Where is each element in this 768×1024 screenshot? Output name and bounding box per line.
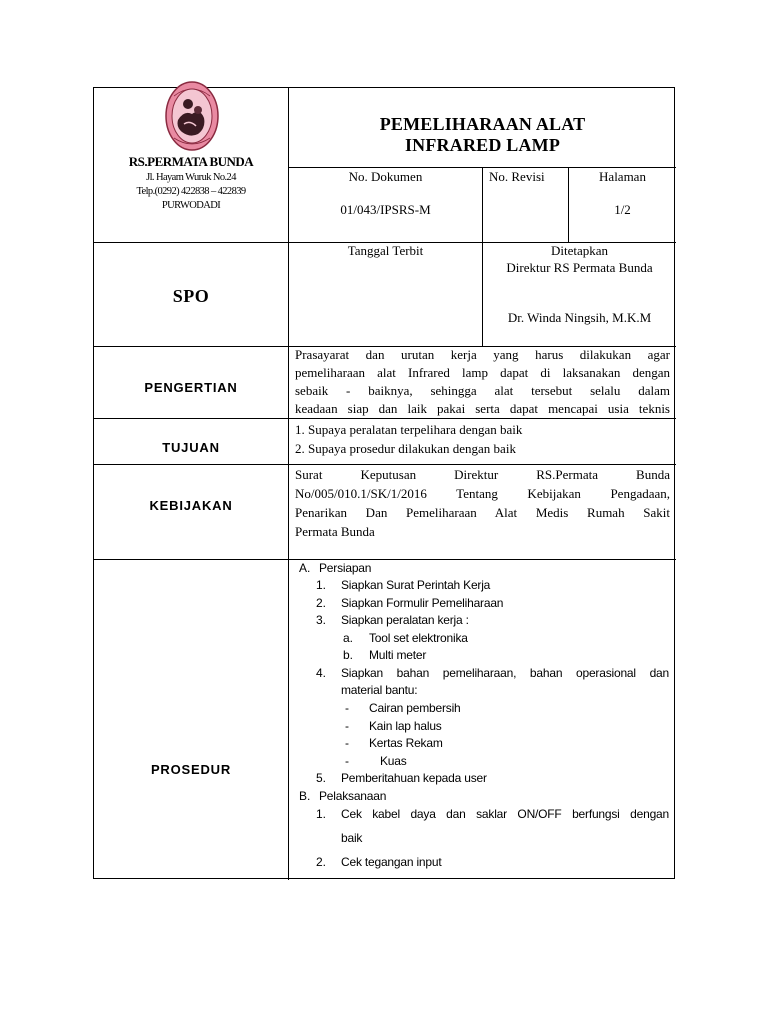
sub-step-text: Cairan pembersih [369, 701, 461, 715]
step-number: 4. [316, 666, 327, 680]
halaman-cell [569, 168, 676, 243]
prosedur-label: PROSEDUR [150, 762, 232, 777]
sub-step-text: Multi meter [369, 648, 427, 662]
pengertian-label-cell [94, 347, 289, 419]
spo-label-cell [94, 243, 289, 347]
logo-cell [94, 88, 289, 243]
spo-label: SPO [172, 286, 210, 306]
hospital-city: PURWODADI [161, 200, 221, 211]
step-text: Pemberitahuan kepada user [341, 771, 487, 785]
no-dokumen-cell [289, 168, 483, 243]
step-number: 2. [316, 855, 327, 869]
hospital-logo [164, 80, 220, 152]
pengertian-line: keadaan siap dan laik pakai serta dapat mencapai usia teknis [295, 401, 670, 416]
pengertian-text-cell [289, 347, 676, 419]
step-text-continuation: material bantu: [341, 683, 418, 697]
sub-step-marker: - [345, 736, 349, 750]
tanggal-terbit-cell [289, 243, 483, 347]
step-number: 1. [316, 578, 327, 592]
no-revisi-cell [483, 168, 569, 243]
step-text [341, 666, 669, 680]
sub-step-text: Kain lap halus [369, 719, 442, 733]
step-number: 5. [316, 771, 327, 785]
spo-document-table [93, 87, 675, 879]
hospital-phone: Telp.(0292) 422838 – 422839 [136, 186, 246, 197]
no-revisi-label: No. Revisi [489, 169, 545, 184]
title-cell [289, 88, 676, 168]
kebijakan-line: No/005/010.1/SK/1/2016 Tentang Kebijakan Pengadaan, [295, 486, 670, 501]
halaman-label: Halaman [599, 169, 646, 184]
pengertian-line: pemeliharaan alat Infrared lamp dapat di laksanakan dengan [295, 365, 670, 380]
kebijakan-label: KEBIJAKAN [149, 498, 233, 513]
document-title-line1: PEMELIHARAAN ALAT [379, 114, 586, 134]
tujuan-item: 2. Supaya prosedur dilakukan dengan baik [295, 441, 516, 456]
tujuan-label: TUJUAN [162, 440, 220, 455]
sub-step-marker: - [345, 754, 349, 768]
step-text-line: Siapkan bahan pemeliharaan, bahan operasional dan [341, 666, 669, 680]
kebijakan-line: Penarikan Dan Pemeliharaan Alat Medis Rumah Sakit [295, 505, 670, 520]
signer-name: Dr. Winda Ningsih, M.K.M [507, 310, 652, 325]
step-text: Siapkan Surat Perintah Kerja [341, 578, 491, 592]
hospital-name: RS.PERMATA BUNDA [128, 154, 254, 169]
hospital-address: Jl. Hayam Wuruk No.24 [146, 172, 236, 183]
tujuan-item: 1. Supaya peralatan terpelihara dengan baik [295, 422, 523, 437]
sub-step-marker: - [345, 719, 349, 733]
section-a-heading: Persiapan [319, 561, 372, 575]
ditetapkan-label: Ditetapkan [550, 243, 609, 258]
halaman-value: 1/2 [614, 202, 631, 217]
step-text-line: Cek kabel daya dan saklar ON/OFF berfungsi dengan [341, 807, 669, 821]
step-number: 1. [316, 807, 327, 821]
sub-step-marker: a. [343, 631, 354, 645]
no-dokumen-value: 01/043/IPSRS-M [340, 202, 431, 217]
section-b-heading: Pelaksanaan [319, 789, 387, 803]
step-text: Cek tegangan input [341, 855, 442, 869]
kebijakan-text [295, 465, 670, 541]
section-a-marker: A. [299, 561, 311, 575]
sub-step-text: Kertas Rekam [369, 736, 443, 750]
pengertian-text [295, 346, 670, 418]
sub-step-text: Tool set elektronika [369, 631, 468, 645]
pengertian-line: sebaik - baiknya, sehingga alat tersebut selalu dalam [295, 383, 670, 398]
step-text: Siapkan Formulir Pemeliharaan [341, 596, 504, 610]
prosedur-text-cell [289, 560, 676, 880]
direktur-label: Direktur RS Permata Bunda [506, 260, 653, 275]
tujuan-label-cell [94, 419, 289, 465]
step-text [341, 807, 669, 821]
prosedur-label-cell [94, 560, 289, 880]
step-text: Siapkan peralatan kerja : [341, 613, 469, 627]
kebijakan-line: Permata Bunda [295, 524, 375, 539]
document-title-line2: INFRARED LAMP [404, 135, 561, 155]
kebijakan-label-cell [94, 465, 289, 560]
kebijakan-line: Surat Keputusan Direktur RS.Permata Bunda [295, 467, 670, 482]
kebijakan-text-cell [289, 465, 676, 560]
sub-step-text: Kuas [380, 754, 407, 768]
no-dokumen-label: No. Dokumen [348, 169, 423, 184]
pengertian-label: PENGERTIAN [144, 380, 238, 395]
pengertian-line: Prasayarat dan urutan kerja yang harus dilakukan agar [295, 347, 670, 362]
step-number: 3. [316, 613, 327, 627]
section-b-marker: B. [299, 789, 311, 803]
step-text-continuation: baik [341, 831, 363, 845]
ditetapkan-cell [483, 243, 676, 347]
tujuan-text-cell [289, 419, 676, 465]
sub-step-marker: b. [343, 648, 354, 662]
sub-step-marker: - [345, 701, 349, 715]
tanggal-terbit-label: Tanggal Terbit [347, 243, 424, 258]
step-number: 2. [316, 596, 327, 610]
